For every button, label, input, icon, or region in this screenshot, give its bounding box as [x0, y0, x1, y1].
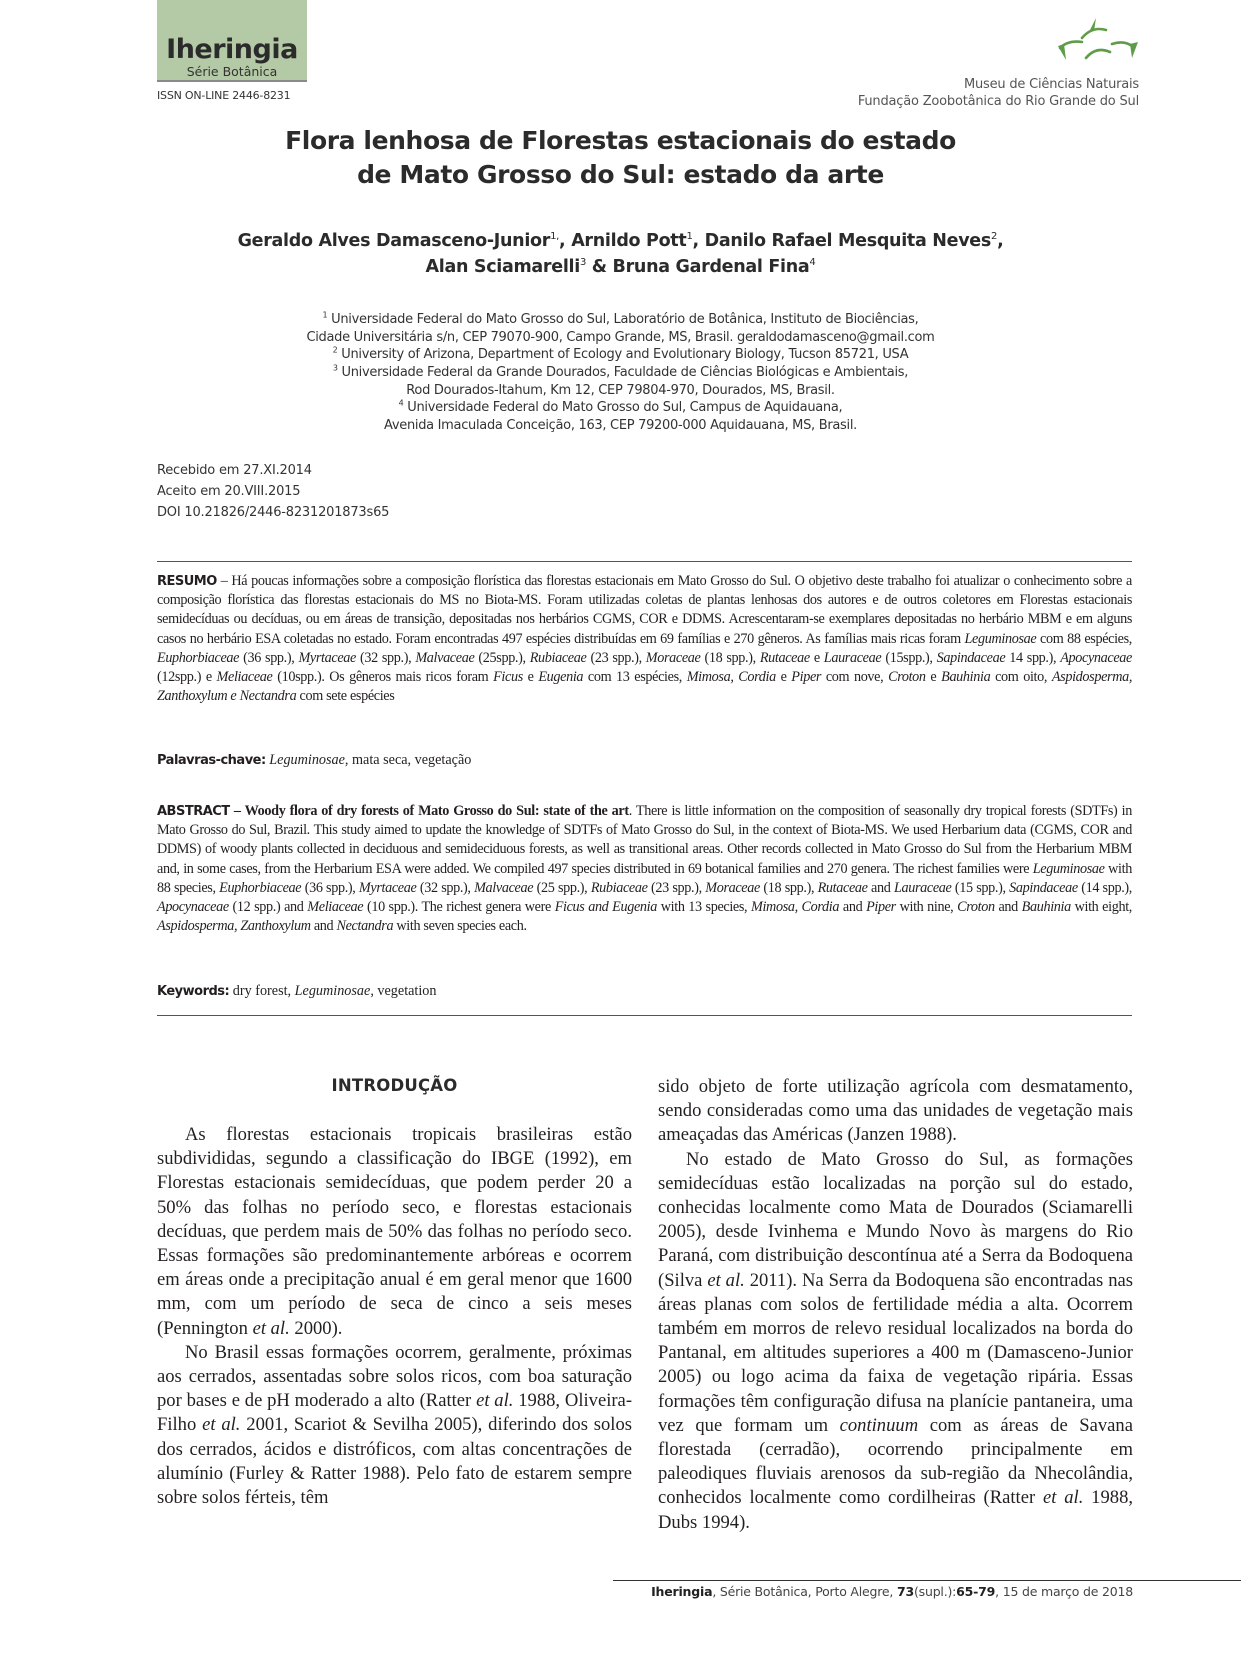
affiliation-mark: 4 — [398, 398, 404, 408]
affiliation-address: Rod Dourados-Itahum, Km 12, CEP 79804-970, Dourados, MS, Brasil. — [406, 382, 835, 398]
text: 2000). — [289, 1317, 343, 1339]
dash: – — [216, 573, 232, 589]
institution-museum: Museu de Ciências Naturais — [963, 77, 1139, 92]
affiliation-text: Universidade Federal do Mato Grosso do Sul, Campus de Aquidauana, — [407, 400, 843, 415]
abstract-paragraph — [157, 802, 1132, 936]
text: (23 spp.), — [647, 879, 706, 896]
text: and — [310, 918, 337, 935]
taxon: Myrtaceae — [358, 879, 417, 896]
taxon: Piper — [791, 669, 822, 686]
footer-volume: 73 — [896, 1584, 914, 1599]
text: with 88 species, — [157, 860, 1132, 896]
text: (10spp.). Os gêneros mais ricos foram — [272, 669, 494, 686]
text: (32 spp.), — [416, 879, 475, 896]
taxon: Rubiaceae — [590, 879, 648, 896]
footer-journal: Iheringia — [651, 1584, 713, 1599]
author-affiliation-mark: 1 — [686, 231, 693, 243]
taxon: Apocynaceae — [1060, 649, 1132, 666]
affiliation-mark: 2 — [332, 345, 338, 355]
taxon: Moraceae — [645, 649, 701, 666]
text: (23 spp.), — [586, 649, 646, 666]
keywords-label: Keywords: — [157, 984, 230, 999]
author-separator: & — [586, 257, 613, 277]
text: com 13 espécies, — [583, 669, 687, 686]
author-separator: , — [559, 231, 572, 251]
abstract-text: . There is little information on the composition of seasonally dry tropical forests (SDTFs) in Mato Grosso do Sul, Brazil. This study aimed to update the knowledge of SDTFs of Mato Grosso do Sul, in the context of Biota-MS. We used Herbarium data (CGMS, COR and DDMS) of woody plants collected in deciduous and semideciduous forests, as well as transitional areas. Other records collected in Mato Grosso do Sul from the Herbarium MBM and, in some cases, from the Herbarium ESA were added. We compiled 497 species distributed in 69 botanical families and 270 genera. The richest families were — [157, 803, 1132, 877]
taxon: Ficus and Eugenia — [554, 899, 657, 916]
affiliation-text: Universidade Federal da Grande Dourados, Faculdade de Ciências Biológicas e Ambientais, — [341, 365, 909, 380]
leaf-arcs-icon — [1052, 14, 1140, 66]
text: 2011). Na Serra da Bodoquena são encontradas nas áreas planas com solos de fertilidade média a alta. Ocorrem também em morros de relevo residual localizados na borda do Pantanal, em altitudes superiores a 400 m (Damasceno-Junior 2005) ou logo acima da faixa de vegetação ripária. Essas formações têm configuração difusa na planície pantaneira, uma vez que formam um — [658, 1269, 1133, 1436]
text: com 88 espécies, — [1036, 630, 1133, 647]
text: (18 spp.), — [759, 879, 818, 896]
affiliation-3 — [150, 364, 1091, 399]
author-name: Bruna Gardenal Fina — [612, 257, 810, 277]
taxon: Lauraceae — [893, 879, 952, 896]
text: (36 spp.), — [301, 879, 359, 896]
text: (36 spp.), — [239, 649, 299, 666]
taxon: Bauhinia — [941, 669, 991, 686]
author-affiliation-mark: 2 — [991, 231, 998, 243]
taxon: Nectandra — [336, 918, 394, 935]
keywords-text: , vegetation — [370, 983, 437, 999]
taxon: Ficus — [493, 669, 523, 686]
author-separator: , — [692, 231, 705, 251]
author-affiliation-mark: 4 — [809, 257, 816, 269]
accepted-date: Aceito em 20.VIII.2015 — [157, 484, 301, 499]
body-paragraph — [157, 1341, 632, 1510]
taxon: Malvaceae — [415, 649, 475, 666]
section-heading-introducao: INTRODUÇÃO — [331, 1076, 458, 1095]
body-paragraph — [658, 1148, 1133, 1535]
taxon: Euphorbiaceae — [157, 649, 240, 666]
footer-date: , 15 de março de 2018 — [995, 1584, 1133, 1599]
taxon: Bauhinia — [1021, 899, 1071, 916]
institution-foundation: Fundação Zoobotânica do Rio Grande do Sul — [857, 94, 1139, 109]
taxon: Leguminosae — [964, 630, 1037, 647]
journal-name: Iheringia — [166, 34, 298, 65]
taxon: Aspidosperma, Zanthoxylum — [157, 918, 311, 935]
keywords-text: dry forest, — [229, 983, 295, 999]
text: e — [925, 669, 942, 686]
citation-etal: et al. — [202, 1414, 241, 1436]
resumo-text: Há poucas informações sobre a composição florística das florestas estacionais em Mato Grosso do Sul. O objetivo deste trabalho foi atualizar o conhecimento sobre a composição florística das florestas estacionais do MS no Biota-MS. Foram utilizadas coletas de plantas lenhosas dos autores e de outros coletores em Florestas estacionais semidecíduas ou decíduas, ou em áreas de transição, depositadas nos herbários CGMS, COR e DDMS. Acrescentaram-se exemplares depositadas no herbário MBM e em alguns casos no herbário ESA coletadas no estado. Foram encontradas 497 espécies distribuídas em 69 famílias e 270 gêneros. As famílias mais ricas foram — [157, 573, 1132, 647]
divider-bottom — [157, 1015, 1132, 1016]
author-name: Geraldo Alves Damasceno-Junior — [237, 231, 551, 251]
author-name: Danilo Rafael Mesquita Neves — [704, 231, 991, 251]
text: (25 spp.), — [533, 879, 591, 896]
taxon: Mimosa, Cordia — [751, 899, 840, 916]
citation-etal: et al. — [476, 1390, 514, 1412]
author-list-line2 — [150, 254, 1091, 280]
text: No estado de Mato Grosso do Sul, as formações semidecíduas estão localizadas na porção sul do estado, conhecidas localmente como Mata de Dourados (Sciamarelli 2005), desde Ivinhema e Mundo Novo às margens do Rio Paraná, com distribuição descontínua até a Serra da Bodoquena (Silva — [658, 1148, 1133, 1291]
taxon: Apocynaceae — [157, 899, 229, 916]
text: (18 spp.), — [700, 649, 760, 666]
text: with seven species each. — [393, 918, 527, 935]
text: (15spp.), — [881, 649, 937, 666]
article-title-line1: Flora lenhosa de Florestas estacionais do estado — [285, 126, 956, 155]
emphasis: continuum — [839, 1414, 919, 1436]
taxon: Rutaceae — [817, 879, 868, 896]
footer-suppl: (supl.): — [913, 1584, 957, 1599]
text: with eight, — [1070, 899, 1132, 916]
page-footer — [651, 1584, 1133, 1599]
citation-etal: et al. — [252, 1317, 290, 1339]
taxon: Moraceae — [705, 879, 760, 896]
footer-series: , Série Botânica, Porto Alegre, — [712, 1584, 897, 1599]
text: (12 spp.) and — [228, 899, 308, 916]
taxon: Aspidosperma, Zanthoxylum e Nectandra — [157, 669, 1133, 705]
divider-top — [157, 561, 1132, 562]
text: com sete espécies — [296, 688, 395, 705]
text: and — [994, 899, 1022, 916]
affiliation-mark: 3 — [332, 363, 338, 373]
issn: ISSN ON-LINE 2446-8231 — [157, 89, 291, 102]
palavras-chave — [157, 752, 471, 769]
taxon: Eugenia — [538, 669, 584, 686]
citation-etal: et al. — [707, 1269, 745, 1291]
resumo-paragraph — [157, 572, 1132, 706]
body-column-right — [658, 1075, 1133, 1535]
text: and — [867, 879, 894, 896]
taxon: Croton — [957, 899, 995, 916]
text: com as áreas de Savana florestada (cerradão), ocorrendo principalmente em paleodiques fluviais arenosos da sub-região da Nhecolândia, conhecidos localmente como cordilheiras (Ratter — [658, 1414, 1133, 1509]
article-title-line2: de Mato Grosso do Sul: estado da arte — [357, 160, 884, 189]
text: (12spp.) e — [157, 669, 217, 686]
palavras-chave-label: Palavras-chave: — [157, 753, 266, 768]
author-name: Alan Sciamarelli — [425, 257, 580, 277]
text: 1988, Dubs 1994). — [658, 1487, 1134, 1533]
taxon: Myrtaceae — [298, 649, 356, 666]
taxon: Rubiaceae — [529, 649, 587, 666]
author-name: Arnildo Pott — [571, 231, 687, 251]
taxon: Meliaceae — [216, 669, 273, 686]
taxon: Meliaceae — [307, 899, 364, 916]
affiliation-1 — [150, 311, 1091, 346]
taxon: Leguminosae — [1032, 860, 1105, 877]
taxon: Sapindaceae — [936, 649, 1006, 666]
text: e — [809, 649, 824, 666]
body-column-left — [157, 1123, 632, 1510]
affiliation-address: Cidade Universitária s/n, CEP 79070-900, Campo Grande, MS, Brasil. geraldodamasceno@gmail.com — [306, 329, 935, 345]
journal-logo-box — [157, 0, 307, 82]
taxon: Piper — [866, 899, 896, 916]
keywords — [157, 983, 437, 1000]
taxon: Malvaceae — [474, 879, 534, 896]
text: No Brasil essas formações ocorrem, geralmente, próximas aos cerrados, assentadas sobre solos ricos, com boa saturação por bases e de pH moderado a alto (Ratter — [157, 1341, 632, 1412]
footer-divider — [613, 1580, 1241, 1581]
resumo-label: RESUMO — [157, 574, 217, 589]
author-list-line1 — [150, 228, 1091, 254]
text: and — [839, 899, 867, 916]
affiliation-text: University of Arizona, Department of Ecology and Evolutionary Biology, Tucson 85721, USA — [341, 347, 909, 362]
affiliation-address: Avenida Imaculada Conceição, 163, CEP 79200-000 Aquidauana, MS, Brasil. — [384, 417, 857, 433]
text: (32 spp.), — [355, 649, 416, 666]
body-paragraph — [157, 1123, 632, 1341]
footer-pages: 65-79 — [956, 1584, 996, 1599]
journal-series: Série Botânica — [186, 64, 278, 79]
affiliation-mark: 1 — [322, 310, 328, 320]
author-affiliation-mark: 3 — [579, 257, 586, 269]
affiliation-4 — [150, 399, 1091, 434]
taxon: Croton — [888, 669, 926, 686]
text: with nine, — [895, 899, 958, 916]
text: (14 spp.), — [1077, 879, 1132, 896]
text: e — [775, 669, 792, 686]
taxon: Rutaceae — [759, 649, 810, 666]
author-separator: , — [997, 231, 1004, 251]
text: with 13 species, — [657, 899, 751, 916]
text: 1988, Oliveira-Filho — [157, 1390, 633, 1436]
text: (25spp.), — [474, 649, 530, 666]
abstract-title: – Woody flora of dry forests of Mato Grosso do Sul: state of the art — [229, 803, 629, 819]
taxon: Euphorbiaceae — [219, 879, 302, 896]
text: (10 spp.). The richest genera were — [363, 899, 555, 916]
text: (15 spp.), — [951, 879, 1010, 896]
author-affiliation-mark: 1, — [550, 231, 560, 243]
text: 14 spp.), — [1005, 649, 1061, 666]
text: As florestas estacionais tropicais brasileiras estão subdivididas, segundo a classificação do IBGE (1992), em Florestas estacionais semidecíduas, que podem perder 20 a 50% das folhas no período seco, e florestas estacionais decíduas, que perdem mais de 50% das folhas no período seco. Essas formações são predominantemente arbóreas e ocorrem em áreas onde a precipitação anual é em geral menor que 1600 mm, com um período de seca de cinco a seis meses (Pennington — [157, 1124, 632, 1339]
body-paragraph: sido objeto de forte utilização agrícola com desmatamento, sendo consideradas como uma das unidades de vegetação mais ameaçadas das Américas (Janzen 1988). — [658, 1076, 1133, 1146]
keywords-text: , mata seca, vegetação — [344, 752, 472, 768]
affiliation-2 — [150, 346, 1091, 364]
doi[interactable]: DOI 10.21826/2446-8231201873s65 — [157, 505, 390, 520]
taxon: Sapindaceae — [1009, 879, 1078, 896]
keyword: Leguminosae — [294, 983, 371, 999]
taxon: Mimosa, Cordia — [686, 669, 776, 686]
citation-etal: et al. — [1043, 1487, 1084, 1509]
text: com oito, — [990, 669, 1052, 686]
taxon: Lauraceae — [823, 649, 882, 666]
received-date: Recebido em 27.XI.2014 — [157, 463, 312, 478]
text: com nove, — [821, 669, 889, 686]
text: 2001, Scariot & Sevilha 2005), diferindo dos solos dos cerrados, ácidos e distróficos, com altas concentrações de alumínio (Furley & Ratter 1988). Pelo fato de estarem sempre sobre solos férteis, têm — [157, 1414, 632, 1509]
abstract-label: ABSTRACT — [157, 804, 230, 819]
keyword: Leguminosae — [269, 752, 345, 768]
affiliation-text: Universidade Federal do Mato Grosso do Sul, Laboratório de Botânica, Instituto de Biociências, — [331, 312, 919, 327]
text: e — [522, 669, 539, 686]
